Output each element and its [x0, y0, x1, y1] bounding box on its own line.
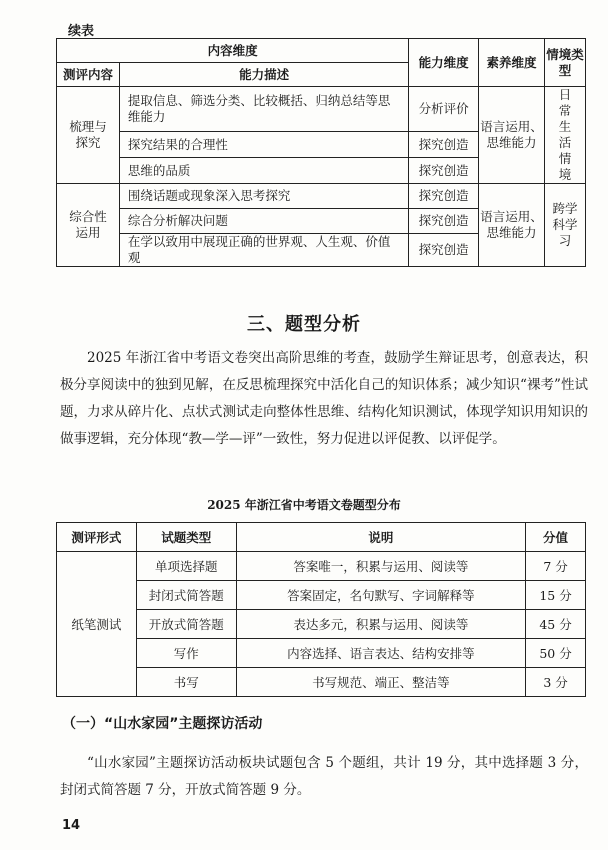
header-ability-dimension: 能力维度 [409, 39, 479, 87]
header-situation-type: 情境类型 [545, 39, 586, 87]
header-literacy-dimension: 素养维度 [479, 39, 545, 87]
ability-desc-cell: 探究结果的合理性 [119, 132, 408, 158]
question-type-cell: 书写 [136, 668, 236, 697]
score-cell: 45 分 [526, 610, 586, 639]
ability-cell: 探究创造 [409, 158, 479, 184]
ability-cell: 探究创造 [409, 132, 479, 158]
question-type-cell: 开放式简答题 [136, 610, 236, 639]
ability-cell: 探究创造 [409, 209, 479, 234]
score-cell: 3 分 [526, 668, 586, 697]
header-question-type: 试题类型 [136, 523, 236, 552]
description-cell: 答案固定，名句默写、字词解释等 [236, 581, 525, 610]
score-cell: 15 分 [526, 581, 586, 610]
continued-table-label: 续表 [68, 24, 95, 39]
situation-cell: 日常生活情境 [545, 87, 586, 184]
situation-cell: 跨学科学习 [545, 184, 586, 267]
description-cell: 表达多元，积累与运用、阅读等 [236, 610, 525, 639]
header-content-dimension: 内容维度 [57, 39, 409, 63]
section-title: 三、题型分析 [247, 314, 361, 335]
score-cell: 50 分 [526, 639, 586, 668]
group-name: 综合性运用 [57, 184, 120, 267]
question-type-cell: 写作 [136, 639, 236, 668]
ability-cell: 探究创造 [409, 234, 479, 267]
literacy-cell: 语言运用、思维能力 [479, 184, 545, 267]
ability-desc-cell: 思维的品质 [119, 158, 408, 184]
eval-form-cell: 纸笔测试 [57, 552, 137, 697]
header-score: 分值 [526, 523, 586, 552]
ability-desc-cell: 综合分析解决问题 [119, 209, 408, 234]
table-caption: 2025 年浙江省中考语文卷题型分布 [207, 498, 401, 512]
subsection-title: （一）“山水家园”主题探访活动 [62, 716, 263, 732]
score-cell: 7 分 [526, 552, 586, 581]
header-eval-content: 测评内容 [57, 63, 120, 87]
ability-cell: 分析评价 [409, 87, 479, 132]
group-name: 梳理与探究 [57, 87, 120, 184]
ability-desc-cell: 在学以致用中展现正确的世界观、人生观、价值观 [119, 234, 408, 267]
ability-cell: 探究创造 [409, 184, 479, 209]
description-cell: 书写规范、端正、整洁等 [236, 668, 525, 697]
question-type-cell: 单项选择题 [136, 552, 236, 581]
header-description: 说明 [236, 523, 525, 552]
header-eval-form: 测评形式 [57, 523, 137, 552]
description-cell: 答案唯一，积累与运用、阅读等 [236, 552, 525, 581]
ability-desc-cell: 围绕话题或现象深入思考探究 [119, 184, 408, 209]
evaluation-dimensions-table [56, 38, 586, 267]
question-type-table [56, 522, 586, 697]
question-type-cell: 封闭式简答题 [136, 581, 236, 610]
literacy-cell: 语言运用、思维能力 [479, 87, 545, 184]
description-cell: 内容选择、语言表达、结构安排等 [236, 639, 525, 668]
subsection-paragraph: “山水家园”主题探访活动板块试题包含 5 个题组，共计 19 分，其中选择题 3 分，封闭式简答题 7 分，开放式简答题 9 分。 [60, 755, 588, 798]
page-number: 14 [62, 818, 81, 833]
analysis-paragraph: 2025 年浙江省中考语文卷突出高阶思维的考查，鼓励学生辩证思考，创意表达，积极分享阅读中的独到见解，在反思梳理探究中活化自己的知识体系；减少知识“裸考”性试题，力求从碎片化、点状式测试走向整体性思维、结构化知识测试，体现学知识用知识的做事逻辑，充分体现“教—学—评”一致性，努力促进以评促教、以评促学。 [60, 350, 588, 447]
ability-desc-cell: 提取信息、筛选分类、比较概括、归纳总结等思维能力 [119, 87, 408, 132]
header-ability-desc: 能力描述 [119, 63, 408, 87]
